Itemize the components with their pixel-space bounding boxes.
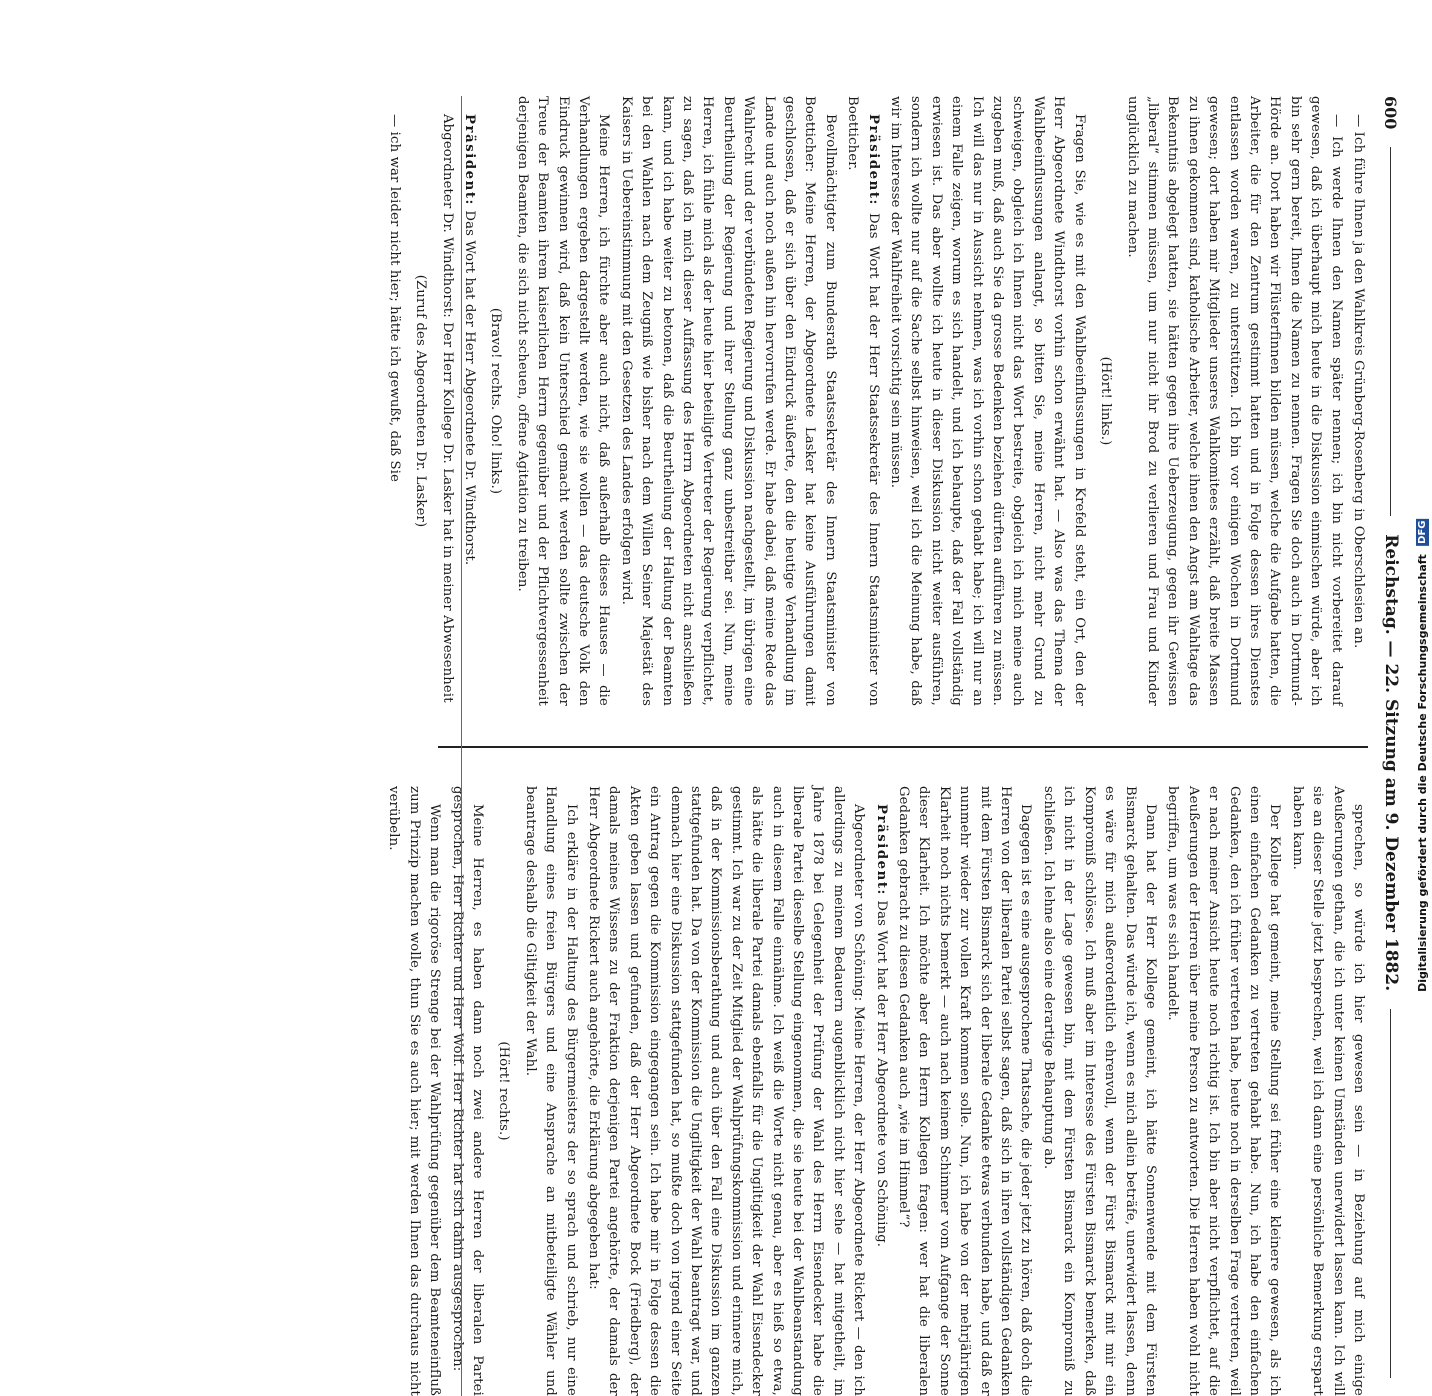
header-rule (1391, 1009, 1392, 1378)
paragraph: sprechen, so würde ich hier gewesen sein — in Beziehung auf mich einige Aeußerungen gethan, die ich unter keinen Umständen unerwidert lassen kann. Ich will sie an dieser Stelle jetzt besprechen, weil ich dann eine persönliche Bemerkung erspart haben kann. (1289, 786, 1366, 1396)
running-header (1376, 96, 1406, 1396)
paragraph: Fragen Sie, wie es mit den Wahlbeeinflussungen in Krefeld steht, ein Ort, den der Herr Abgeordnete Windthorst vorhin schon erwähnt hat. — Also was das Thema der Wahlbeeinflussungen anlangt, so bitten Sie, meine Herren, nicht mehr Grund zu schweigen, obgleich ich Ihnen nicht das Wort bestreite, obgleich ich mich meine auch zugeben muß, daß auch Sie da grosse Bedenken beziehen dürften aufführen zu müssen. Ich will das nur in Aussicht nehmen, was ich vorhin schon gehabt habe; ich will nur an einem Falle zeigen, worum es sich handelt, und ich behaupte, daß der Fall vollständig erwiesen ist. Das aber wollte ich heute in dieser Diskussion nicht weiter ausführen, sondern ich wollte nur auf die Sache selbst hinweisen, weil ich die Meinung habe, daß wir im Interesse der Wahlfreiheit vorsichtig sein müssen. (888, 96, 1087, 706)
digitization-credit: Digitalisierung gefördert durch die Deutsche Forschungsgemeinschaft DFG (1416, 521, 1429, 992)
paragraph: Wenn man die rigoröse Strenge bei der Wahlprüfung gegenüber dem Beamteneinfluß zum Prinzip machen wolle, thun Sie es auch hier; mit werden Ihnen das durchaus nicht verübeln. (386, 786, 443, 1396)
right-column (386, 786, 1368, 1396)
speaker-text: Das Wort hat der Herr Staatssekretär des Innern Staatsminister von Boetticher. (845, 96, 881, 707)
paragraph: — ich war leider nicht hier; hätte ich gewußt, daß Sie (386, 114, 402, 483)
speaker-text: Das Wort hat der Herr Abgeordnete von Schöning. (873, 900, 889, 1248)
dfg-logo: DFG (1417, 521, 1428, 545)
left-column (386, 96, 1368, 707)
speaker-paragraph (870, 786, 890, 1396)
speaker-text: Das Wort hat der Herr Abgeordnete Dr. Windthorst. (461, 210, 477, 566)
paragraph: Bevollmächtigter zum Bundesrath Staatssekretär des Innern Staatsminister von Boetticher: Meine Herren, der Abgeordnete Lasker hat keine Ausführungen damit geschlossen, daß er sich über den Eindruck äußerte, den die heutige Verhandlung im Lande und auch noch außen hin hervorrufen werde. Er habe dabei, daß meine Rede das Wahlrecht und der verbündeten Regierung und Diskussion nachgestellt, im übrigen eine Beurtheilung der Regierung und ihrer Stellung ganz unbestreitbar sei. Nun, meine Herren, ich fühle mich als der heute hier beteiligte Vertreter der Regierung verpflichtet, zu sagen, daß ich mich dieser Auffassung des Herrn Abgeordneten nicht anschließen kann, und ich habe weiter zu betonen, daß die Beurtheilung der Haltung der Beamten bei den Wahlen nach dem Zeugniß wie bisher nach dem Willen Seiner Majestät des Kaisers in Uebereinstimmung mit den Gesetzen des Landes erfolgen wird. (618, 96, 838, 706)
paragraph: — Ich führe Ihnen ja den Wahlkreis Grünberg-Rosenberg in Oberschlesien an. (1351, 114, 1366, 649)
page-number: 600 (1381, 96, 1401, 130)
paragraph: Dann hat der Herr Kollege gemeint, ich hätte Sonnenwende mit dem Fürsten Bismarck gehalten. Das würde ich, wenn es mich allein beträfe, unerwidert lassen, denn es wäre für mich außerordentlich ehrenvoll, wenn der Fürst Bismarck mit mir ein Kompromiß schlösse. Ich muß aber im Interesse des Fürsten Bismarck bemerken, daß ich nicht in der Lage gewesen bin, mit dem Fürsten Bismarck ein Kompromiß zu schließen. Ich lehne also eine derartige Behauptung ab. (1040, 786, 1158, 1396)
speaker-name: Präsident: (461, 114, 477, 207)
column-divider (438, 746, 1368, 748)
interjection: (Bravo! rechts. Oho! links.) (488, 307, 504, 495)
paragraph: — Ich werde Ihnen den Namen später nennen; ich bin nicht vorbereitet darauf gewesen, daß ich überhaupt mich heute in die Diskussion einmischen würde, aber ich bin sehr gern bereit, Ihnen die Namen zu nennen. Fragen Sie doch auch in Dortmund-Hörde an. Dort haben wir Flüsterfinnen bilden müssen, welche die Aufgabe hatten, die Arbeiter, die für den Zentrum gestimmt hatten und in Folge dessen ihres Dienstes entlassen worden waren, zu unterstützen. Ich bin vor einigen Wochen in Dortmund gewesen; dort haben mir Mitglieder unseres Wahlkomitees erzählt, daß breite Massen zu ihnen gekommen sind, katholische Arbeiter, welche ihnen den Angst am Wahltage das Bekenntnis abgelegt hatten, sie hätten gegen ihre Ueberzeugung, gegen ihr Gewissen „liberal“ stimmen müssen, um nur nicht ihr Brod zu verlieren und Frau und Kinder unglücklich zu machen. (1124, 96, 1344, 706)
paragraph: Ich erkläre in der Haltung des Bürgermeisters der so sprach und schrieb, nur eine Handlung eines freien Bürgers und eine Ansprache an mitbeteiligte Wähler und beantrage deshalb die Giltigkeit der Wahl. (522, 786, 579, 1396)
paragraph: Meine Herren, es haben dann noch zwei andere Herren der liberalen Partei gesprochen, Herr Richter und Herr Wolf. Herr Richter hat sich dahin ausgesprochen: (449, 786, 485, 1396)
page-title: Reichstag. — 22. Sitzung am 9. Dezember 1882. (1381, 534, 1401, 992)
interjection: (Zuruf des Abgeordneten Dr. Lasker) (413, 274, 429, 528)
header-rule (1391, 147, 1392, 516)
speaker-name: Präsident: (865, 114, 881, 207)
digitization-sidebar (1412, 0, 1432, 1000)
interjection: (Hört! links.) (1098, 356, 1114, 446)
speaker-paragraph (842, 96, 883, 706)
paragraph: Abgeordneter von Schöning: Meine Herren, der Herr Abgeordnete Rickert — den ich allerdings zu meinem Bedauern augenblicklich nicht hier sehe — hat mitgetheilt, im Jahre 1878 bei Gelegenheit der Prüfung der Wahl des Herrn Eisendecker habe die liberale Partei dieselbe Stellung eingenommen, die sie heute bei der Wahlbeanstandung auch in diesem Falle einnähme. Ich weiß die Worte nicht genau, aber es hieß so etwa, als hätte die liberale Partei damals ebenfalls für die Ungiltigkeit der Wahl Eisendecker gestimmt. Ich war zu der Zeit Mitglied der Wahlprüfungskommission und erinnere mich, daß in der Kommissionsberathung und auch über den Fall eine Diskussion im ganzen stattgefunden hat. Da von der Kommission die Ungiltigkeit der Wahl beantragt war, und demnach hier eine Diskussion stattgefunden hat, so mußte doch von irgend einer Seite ein Antrag gegen die Kommission eingegangen sein. Ich habe mir in Folge dessen die Akten geben lassen und gefunden, daß der Herr Abgeordnete Bock (Friedberg), der damals meines Wissens zu der Fraktion derjenigen Partei angehörte, der damals der Herr Abgeordnete Rickert auch angehörte, die Erklärung abgegeben hat: (585, 786, 867, 1396)
paragraph: Der Kollege hat gemeint, meine Stellung sei früher eine kleinere gewesen, als ich einen einfachen Gedanken zu vertreten gehabt habe. Nun, ich habe den einfachen Gedanken, den ich früher vertreten habe, heute noch in derselben Frage vertreten, weil er nach meiner Ansicht heute noch richtig ist. Ich bin aber nicht verpflichtet, auf die Aeußerungen der Herren über meine Person zu antworten. Die Herren haben wohl nicht begriffen, um was es sich handelt. (1165, 786, 1283, 1396)
paragraph: Meine Herren, ich fürchte aber auch nicht, daß außerhalb dieses Hauses — die Verhandlungen ergeben dargestellt werden, wie sie wollen — das deutsche Volk den Eindruck gewinnen wird, daß kein Unterschied gemacht werden sollte zwischen der Treue der Beamten ihrem kaiserlichen Herrn gegenüber und der Pflichtvergessenheit derjenigen Beamten, die sich nicht scheuen, offene Agitation zu treiben. (514, 96, 612, 706)
speaker-name: Präsident: (873, 804, 889, 897)
text-columns (386, 96, 1368, 1396)
paragraph: Dagegen ist es eine ausgesprochene Thatsache, die jeder jetzt zu hören, daß doch die Herren von der liberalen Partei selbst sagen, daß sich in ihren vollständigen Gedanken mit dem Fürsten Bismarck sich der liberale Gedanke etwas verbunden habe, und daß er nunmehr wieder zur vollen Kraft kommen solle. Nun, ich habe von der mehrjährigen Klarheit noch nichts bemerkt — auch nach keinem Schimmer vom Aufgange der Sonne dieser Klarheit. Ich möchte aber den Herrn Kollegen fragen: wer hat die liberalen Gedanken gebracht zu diesen Gedanken auch „wie im Himmel“? (896, 786, 1034, 1396)
paragraph: Abgeordneter Dr. Windthorst: Der Herr Kollege Dr. Lasker hat in meiner Abwesenheit (439, 114, 455, 703)
footer-rule (461, 96, 462, 1396)
interjection: (Hört! rechts.) (496, 1041, 512, 1141)
